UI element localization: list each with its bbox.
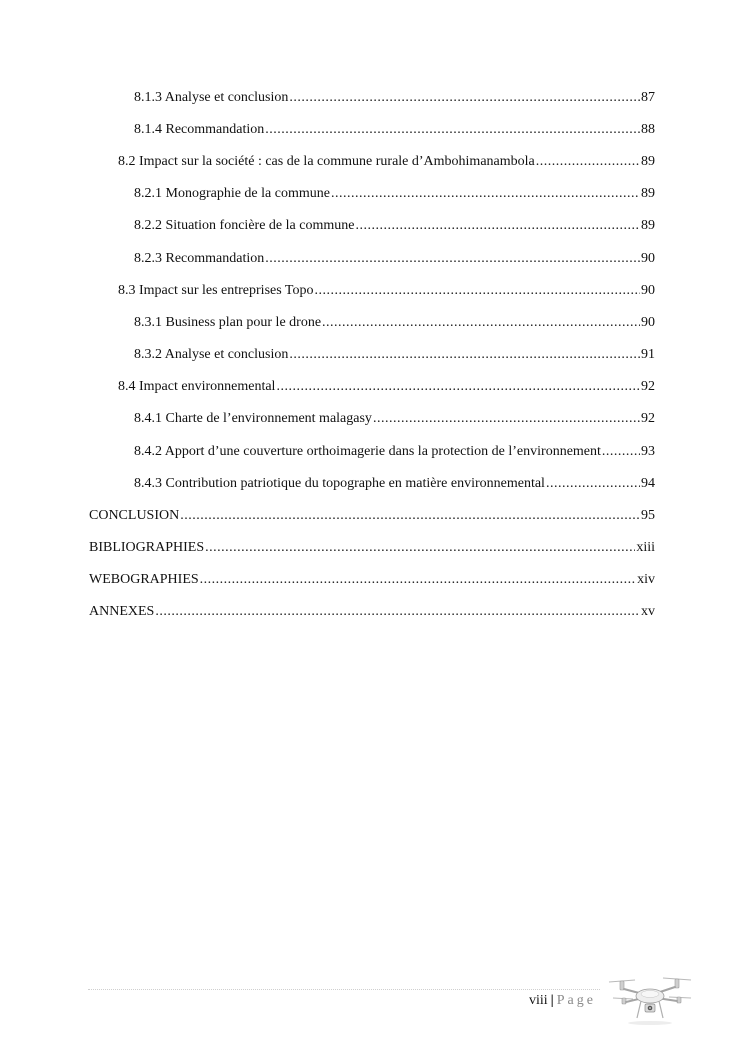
toc-entry-label: 8.3.2 Analyse et conclusion: [134, 347, 289, 362]
drone-icon: [605, 968, 695, 1028]
toc-entry-page: xv: [641, 604, 655, 619]
toc-entry-label: 8.2.3 Recommandation: [134, 251, 265, 266]
toc-entry-page: 90: [641, 251, 655, 266]
toc-entry-label: 8.1.3 Analyse et conclusion: [134, 90, 289, 105]
toc-leader-dots: [155, 602, 640, 622]
toc-entry[interactable]: [134, 442, 655, 462]
toc-leader-dots: [180, 506, 640, 526]
toc-entry-label: ANNEXES: [89, 604, 155, 619]
toc-entry-page: 95: [641, 508, 655, 523]
toc-entry-label: 8.4.1 Charte de l’environnement malagasy: [134, 411, 372, 426]
toc-leader-dots: [331, 184, 640, 204]
toc-leader-dots: [200, 570, 636, 590]
toc-entry-page: 92: [641, 411, 655, 426]
toc-entry[interactable]: [134, 345, 655, 365]
toc-entry-page: 87: [641, 90, 655, 105]
toc-leader-dots: [276, 377, 640, 397]
toc-entry[interactable]: [118, 152, 655, 172]
toc-entry-label: 8.1.4 Recommandation: [134, 122, 265, 137]
toc-entry-label: 8.2 Impact sur la société : cas de la commune rurale d’Ambohimanambola: [118, 154, 535, 169]
toc-entry-label: 8.4 Impact environnemental: [118, 379, 276, 394]
toc-entry[interactable]: [134, 409, 655, 429]
toc-entry-page: 89: [641, 218, 655, 233]
toc-entry-label: 8.4.3 Contribution patriotique du topographe en matière environnemental: [134, 476, 545, 491]
toc-entry[interactable]: [89, 506, 655, 526]
toc-entry-page: 93: [641, 444, 655, 459]
toc-entry[interactable]: [134, 216, 655, 236]
toc-leader-dots: [289, 88, 640, 108]
toc-entry-page: 91: [641, 347, 655, 362]
toc-entry-page: 90: [641, 283, 655, 298]
toc-entry-page: xiv: [637, 572, 655, 587]
toc-entry-label: CONCLUSION: [89, 508, 180, 523]
toc-entry[interactable]: [89, 570, 655, 590]
page-word: Page: [556, 993, 596, 1008]
toc-entry[interactable]: [118, 281, 655, 301]
toc-entry[interactable]: [134, 120, 655, 140]
toc-leader-dots: [265, 249, 640, 269]
toc-entry[interactable]: [89, 602, 655, 622]
toc-entry[interactable]: [134, 474, 655, 494]
toc-entry[interactable]: [134, 313, 655, 333]
toc-entry-label: 8.4.2 Apport d’une couverture orthoimagerie dans la protection de l’environnement: [134, 444, 601, 459]
toc-entry-label: 8.2.2 Situation foncière de la commune: [134, 218, 355, 233]
toc-entry-page: 92: [641, 379, 655, 394]
toc-leader-dots: [536, 152, 640, 172]
toc-entry-page: xiii: [636, 540, 655, 555]
toc-leader-dots: [373, 409, 640, 429]
toc-entry-page: 89: [641, 154, 655, 169]
page-separator: |: [550, 993, 554, 1008]
toc-entry[interactable]: [134, 88, 655, 108]
toc-leader-dots: [322, 313, 640, 333]
toc-entry-page: 89: [641, 186, 655, 201]
toc-entry-label: WEBOGRAPHIES: [89, 572, 199, 587]
page-number: viii: [529, 993, 548, 1008]
toc-entry[interactable]: [134, 184, 655, 204]
toc-leader-dots: [546, 474, 640, 494]
toc-entry[interactable]: [134, 249, 655, 269]
toc-leader-dots: [315, 281, 641, 301]
toc-entry-label: 8.3.1 Business plan pour le drone: [134, 315, 322, 330]
toc-leader-dots: [205, 538, 635, 558]
toc-leader-dots: [355, 216, 640, 236]
toc-entry-label: BIBLIOGRAPHIES: [89, 540, 205, 555]
toc-leader-dots: [265, 120, 640, 140]
footer-divider: [88, 989, 600, 990]
toc-leader-dots: [289, 345, 640, 365]
toc-entry-label: 8.3 Impact sur les entreprises Topo: [118, 283, 314, 298]
footer-page-label: [529, 991, 596, 1011]
toc-entry[interactable]: [89, 538, 655, 558]
toc-entry-page: 90: [641, 315, 655, 330]
toc-entry-label: 8.2.1 Monographie de la commune: [134, 186, 330, 201]
toc-entry[interactable]: [118, 377, 655, 397]
toc-entry-page: 88: [641, 122, 655, 137]
toc-leader-dots: [602, 442, 640, 462]
toc-entry-page: 94: [641, 476, 655, 491]
